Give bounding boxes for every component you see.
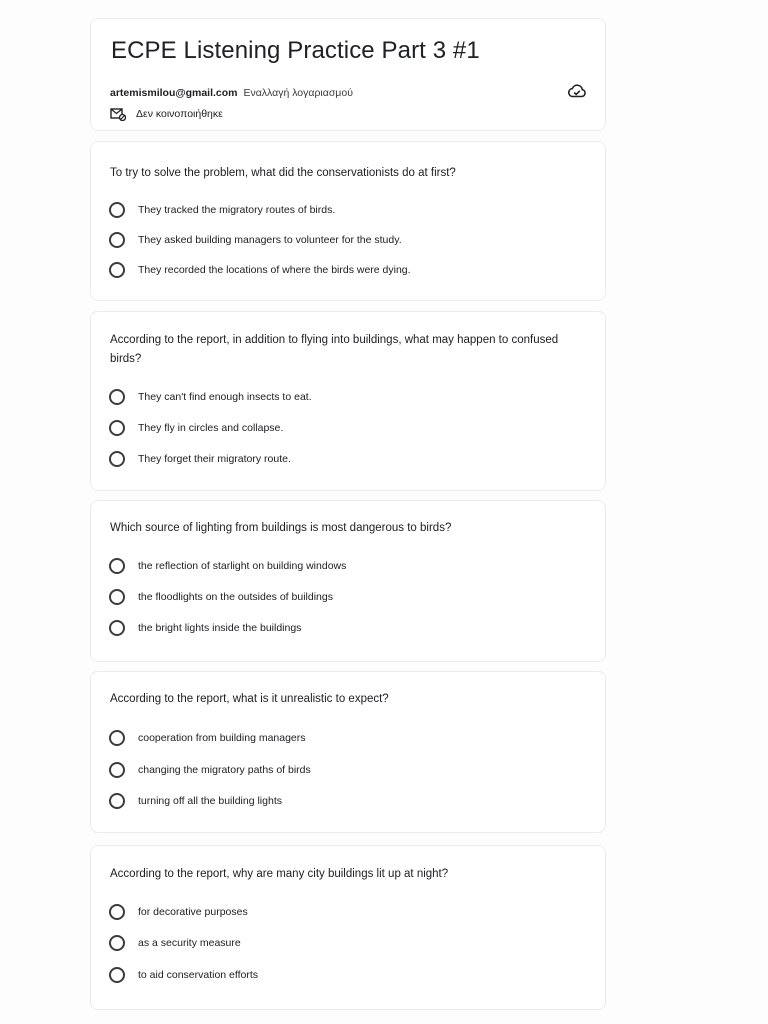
radio-button-icon[interactable] xyxy=(109,730,125,746)
option-label[interactable]: the reflection of starlight on building windows xyxy=(138,560,347,572)
radio-button-icon[interactable] xyxy=(109,967,125,983)
radio-button-icon[interactable] xyxy=(109,389,125,405)
not-shared-line xyxy=(110,107,223,121)
account-line xyxy=(110,87,353,99)
option-radio[interactable] xyxy=(109,904,248,920)
option-radio[interactable] xyxy=(109,730,306,746)
option-radio[interactable] xyxy=(109,558,346,574)
question-card-5 xyxy=(90,845,606,1010)
form-header-card xyxy=(90,18,606,131)
question-text: To try to solve the problem, what did the conservationists do at first? xyxy=(110,167,456,179)
option-label[interactable]: They forget their migratory route. xyxy=(138,453,291,465)
option-radio[interactable] xyxy=(109,232,402,248)
radio-button-icon[interactable] xyxy=(109,620,125,636)
option-radio[interactable] xyxy=(109,793,282,809)
not-shared-icon xyxy=(110,107,126,121)
option-label[interactable]: for decorative purposes xyxy=(138,906,248,918)
option-label[interactable]: changing the migratory paths of birds xyxy=(138,764,311,776)
question-card-1 xyxy=(90,141,606,301)
option-radio[interactable] xyxy=(109,262,411,278)
option-radio[interactable] xyxy=(109,451,291,467)
option-label[interactable]: the bright lights inside the buildings xyxy=(138,622,302,634)
question-text: Which source of lighting from buildings is most dangerous to birds? xyxy=(110,522,452,534)
switch-account-link[interactable]: Εναλλαγή λογαριασμού xyxy=(243,87,353,99)
radio-button-icon[interactable] xyxy=(109,420,125,436)
radio-button-icon[interactable] xyxy=(109,202,125,218)
radio-button-icon[interactable] xyxy=(109,589,125,605)
option-radio[interactable] xyxy=(109,202,335,218)
question-card-3 xyxy=(90,500,606,662)
radio-button-icon[interactable] xyxy=(109,558,125,574)
radio-button-icon[interactable] xyxy=(109,262,125,278)
question-card-4 xyxy=(90,671,606,833)
option-label[interactable]: turning off all the building lights xyxy=(138,795,282,807)
question-card-2 xyxy=(90,311,606,491)
option-label[interactable]: as a security measure xyxy=(138,937,241,949)
question-text: According to the report, in addition to flying into buildings, what may happen to confused birds? xyxy=(110,334,559,365)
option-label[interactable]: They fly in circles and collapse. xyxy=(138,422,284,434)
option-label[interactable]: the floodlights on the outsides of buildings xyxy=(138,591,333,603)
radio-button-icon[interactable] xyxy=(109,793,125,809)
form-title: ECPE Listening Practice Part 3 #1 xyxy=(111,37,480,64)
radio-button-icon[interactable] xyxy=(109,935,125,951)
option-label[interactable]: They asked building managers to volunteer for the study. xyxy=(138,234,402,246)
option-radio[interactable] xyxy=(109,935,241,951)
option-label[interactable]: They can't find enough insects to eat. xyxy=(138,391,312,403)
option-label[interactable]: cooperation from building managers xyxy=(138,732,306,744)
option-label[interactable]: to aid conservation efforts xyxy=(138,969,259,981)
not-shared-text: Δεν κοινοποιήθηκε xyxy=(136,108,223,120)
option-radio[interactable] xyxy=(109,589,333,605)
question-text: According to the report, why are many city buildings lit up at night? xyxy=(110,868,449,880)
option-radio[interactable] xyxy=(109,420,283,436)
radio-button-icon[interactable] xyxy=(109,904,125,920)
option-label[interactable]: They recorded the locations of where the birds were dying. xyxy=(138,264,411,276)
option-label[interactable]: They tracked the migratory routes of birds. xyxy=(138,204,336,216)
option-radio[interactable] xyxy=(109,389,312,405)
radio-button-icon[interactable] xyxy=(109,232,125,248)
option-radio[interactable] xyxy=(109,967,258,983)
question-text: According to the report, what is it unrealistic to expect? xyxy=(110,693,389,705)
option-radio[interactable] xyxy=(109,762,311,778)
radio-button-icon[interactable] xyxy=(109,762,125,778)
account-email: artemismilou@gmail.com xyxy=(110,87,238,99)
cloud-check-icon[interactable] xyxy=(567,83,587,99)
radio-button-icon[interactable] xyxy=(109,451,125,467)
option-radio[interactable] xyxy=(109,620,301,636)
